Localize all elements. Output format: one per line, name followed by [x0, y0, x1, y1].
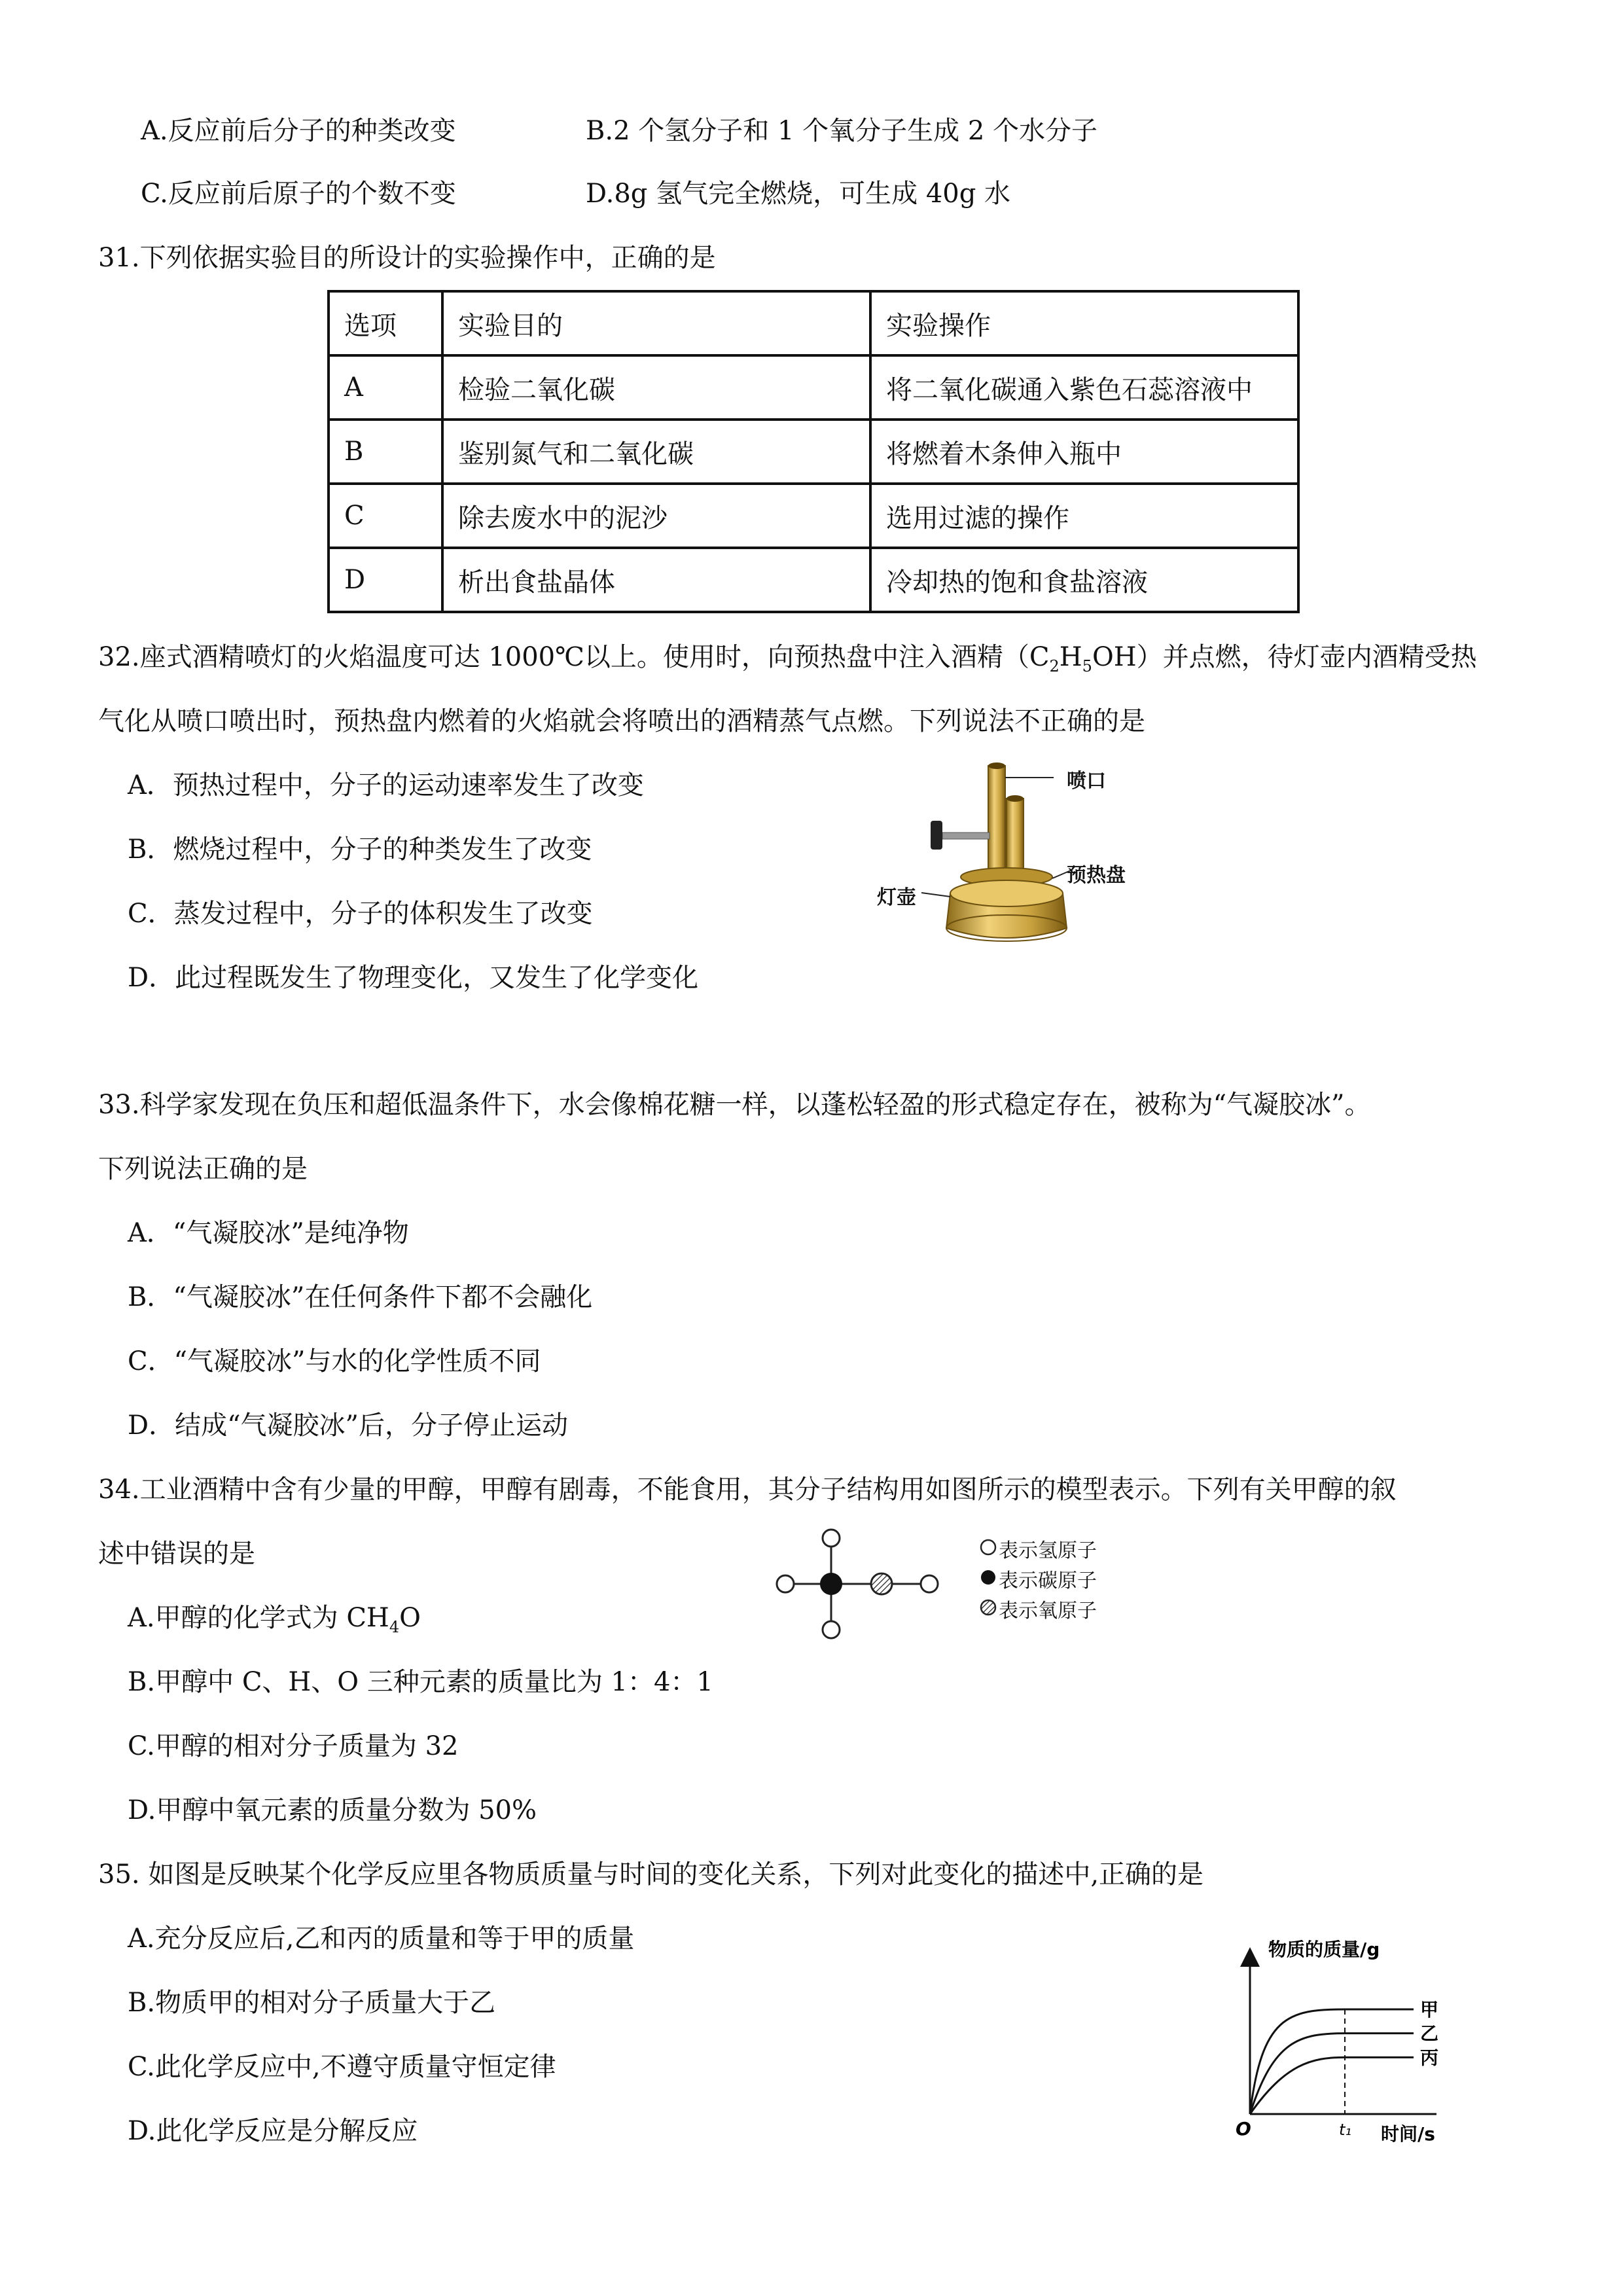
- side-tube-opening: [1007, 795, 1024, 802]
- q35-stem: 35. 如图是反映某个化学反应里各物质质量与时间的变化关系，下列对此变化的描述中,正确的是: [98, 1859, 1204, 1890]
- table-cell: 检验二氧化碳: [442, 355, 870, 420]
- table-cell: 除去废水中的泥沙: [442, 484, 870, 548]
- q32-option-c: C．蒸发过程中，分子的体积发生了改变: [128, 899, 593, 929]
- origin-label: O: [1236, 2118, 1251, 2140]
- q30-option-d: D.8g 氢气完全燃烧，可生成 40g 水: [586, 179, 1011, 209]
- q31-stem: 31.下列依据实验目的所设计的实验操作中，正确的是: [98, 243, 716, 273]
- alcohol-lamp-figure: [877, 753, 1191, 949]
- mass-time-chart: [1217, 1937, 1466, 2147]
- q32-option-b: B．燃烧过程中，分子的种类发生了改变: [128, 834, 592, 865]
- table-cell: 将二氧化碳通入紫色石蕊溶液中: [870, 355, 1298, 420]
- legend-oxygen-icon: [981, 1600, 995, 1615]
- table-row: [329, 548, 1298, 612]
- table-header-cell: 实验目的: [442, 291, 870, 355]
- q32-stem-part: H: [1059, 642, 1082, 672]
- q30-option-c: C.反应前后原子的个数不变: [141, 179, 456, 209]
- table-cell: 冷却热的饱和食盐溶液: [870, 548, 1298, 612]
- hydrogen-atom: [777, 1575, 794, 1592]
- q32-stem-line1: [98, 639, 1477, 685]
- q32-stem-part: OH）并点燃，待灯壶内酒精受热: [1092, 642, 1477, 672]
- table-row: [329, 355, 1298, 420]
- x-axis-label: 时间/s: [1381, 2123, 1435, 2145]
- table-cell: 选用过滤的操作: [870, 484, 1298, 548]
- series-line-2: [1250, 2034, 1414, 2114]
- y-axis-label: 物质的质量/g: [1268, 1939, 1380, 1960]
- hydrogen-atom: [921, 1575, 938, 1592]
- q34-option-d: D.甲醇中氧元素的质量分数为 50%: [128, 1795, 537, 1825]
- side-tube: [1007, 798, 1024, 877]
- lamp-pot-top: [950, 880, 1063, 906]
- q34-option-a: [128, 1600, 421, 1645]
- table-cell: D: [329, 548, 442, 612]
- table-header-row: [329, 291, 1298, 355]
- q34-stem-line2: 述中错误的是: [98, 1539, 255, 1569]
- q33-option-d: D．结成“气凝胶冰”后，分子停止运动: [128, 1410, 568, 1441]
- q33-stem-line2: 下列说法正确的是: [98, 1154, 308, 1184]
- q32-stem-line2: 气化从喷口喷出时，预热盘内燃着的火焰就会将喷出的酒精蒸气点燃。下列说法不正确的是: [98, 706, 1145, 736]
- table-cell: C: [329, 484, 442, 548]
- q30-option-b: B.2 个氢分子和 1 个氧分子生成 2 个水分子: [586, 116, 1098, 146]
- table-row: [329, 484, 1298, 548]
- carbon-atom: [821, 1573, 842, 1594]
- alcohol-lamp-drawing: [877, 753, 1191, 949]
- q35-option-c: C.此化学反应中,不遵守质量守恒定律: [128, 2052, 556, 2082]
- q30-option-a: A.反应前后分子的种类改变: [141, 116, 456, 146]
- label-nozzle: 喷口: [1067, 770, 1106, 793]
- methanol-model-figure: [766, 1518, 1106, 1649]
- series-label-3: 丙: [1420, 2047, 1439, 2069]
- q33-option-a: A．“气凝胶冰”是纯净物: [128, 1218, 409, 1248]
- label-lamp-pot: 灯壶: [877, 886, 916, 909]
- q34-option-c: C.甲醇的相对分子质量为 32: [128, 1731, 459, 1761]
- q35-option-a: A.充分反应后,乙和丙的质量和等于甲的质量: [128, 1924, 635, 1954]
- q33-stem-line1: 33.科学家发现在负压和超低温条件下，水会像棉花糖一样，以蓬松轻盈的形式稳定存在，被称为“气凝胶冰”。: [98, 1090, 1371, 1120]
- nozzle-opening: [988, 762, 1005, 769]
- table-cell: B: [329, 420, 442, 484]
- hydrogen-atom: [823, 1530, 840, 1547]
- table-cell: A: [329, 355, 442, 420]
- q33-option-c: C．“气凝胶冰”与水的化学性质不同: [128, 1346, 541, 1376]
- q31-table: [327, 290, 1300, 613]
- hydrogen-atom: [823, 1621, 840, 1638]
- oxygen-atom: [871, 1573, 892, 1594]
- legend-hydrogen: 表示氢原子: [999, 1539, 1097, 1562]
- table-cell: 将燃着木条伸入瓶中: [870, 420, 1298, 484]
- q34-stem-line1: 34.工业酒精中含有少量的甲醇，甲醇有剧毒，不能食用，其分子结构用如图所示的模型表示。下列有关甲醇的叙: [98, 1475, 1397, 1505]
- legend-carbon: 表示碳原子: [999, 1570, 1097, 1592]
- adjusting-rod: [942, 833, 990, 839]
- table-row: [329, 420, 1298, 484]
- legend-hydrogen-icon: [981, 1540, 995, 1554]
- q32-option-a: A．预热过程中，分子的运动速率发生了改变: [128, 770, 644, 800]
- q33-option-b: B．“气凝胶冰”在任何条件下都不会融化: [128, 1282, 593, 1312]
- q32-stem-part: 32.座式酒精喷灯的火焰温度可达 1000℃以上。使用时，向预热盘中注入酒精（C: [98, 642, 1050, 672]
- series-line-3: [1250, 2057, 1414, 2114]
- table-header-cell: 实验操作: [870, 291, 1298, 355]
- legend-oxygen: 表示氧原子: [999, 1600, 1097, 1623]
- subscript: 4: [389, 1618, 400, 1636]
- mass-time-chart-svg: [1217, 1937, 1466, 2147]
- table-header-cell: 选项: [329, 291, 442, 355]
- table-cell: 析出食盐晶体: [442, 548, 870, 612]
- leader-line-pot: [921, 893, 950, 897]
- q34-option-a-part: A.甲醇的化学式为 CH: [128, 1603, 389, 1633]
- q32-option-d: D．此过程既发生了物理变化，又发生了化学变化: [128, 963, 699, 993]
- q34-option-a-part: O: [399, 1603, 421, 1633]
- nozzle-tube: [988, 766, 1005, 870]
- legend-carbon-icon: [981, 1570, 995, 1585]
- table-cell: 鉴别氮气和二氧化碳: [442, 420, 870, 484]
- subscript: 2: [1049, 657, 1060, 675]
- label-preheat-pan: 预热盘: [1067, 864, 1126, 887]
- q35-option-d: D.此化学反应是分解反应: [128, 2116, 418, 2146]
- adjusting-knob: [931, 821, 942, 850]
- series-label-2: 乙: [1420, 2022, 1439, 2045]
- q35-option-b: B.物质甲的相对分子质量大于乙: [128, 1988, 496, 2018]
- q34-option-b: B.甲醇中 C、H、O 三种元素的质量比为 1：4：1: [128, 1667, 713, 1697]
- series-label-1: 甲: [1420, 1999, 1439, 2020]
- subscript: 5: [1082, 657, 1092, 675]
- x-tick-t1: t₁: [1339, 2121, 1352, 2139]
